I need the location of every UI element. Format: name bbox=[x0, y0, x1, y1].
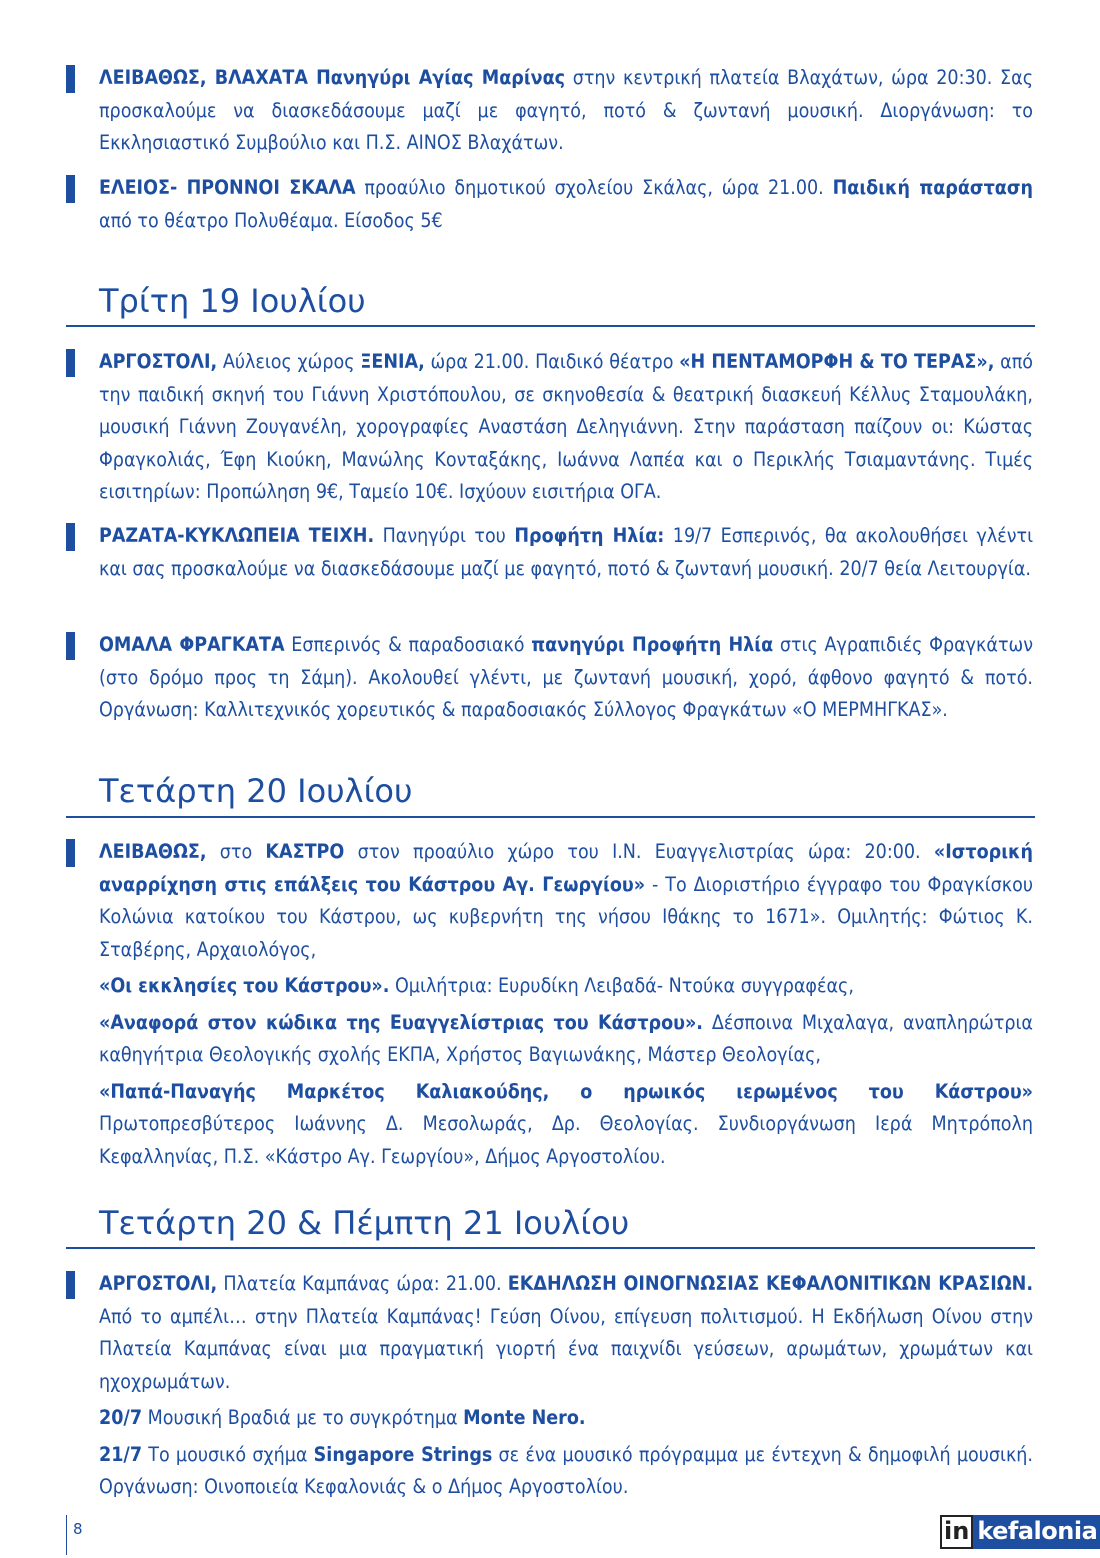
event-title: ΛΕΙΒΑΘΩΣ, bbox=[99, 840, 207, 863]
lecture-title: «Οι εκκλησίες του Κάστρου». bbox=[99, 974, 390, 997]
event-skala bbox=[99, 172, 1033, 241]
event-text: Πανηγύρι του bbox=[374, 524, 515, 547]
logo-in: in bbox=[940, 1515, 973, 1549]
event-title: ΟΜΑΛΑ ΦΡΑΓΚΑΤΑ bbox=[99, 633, 285, 656]
event-text: στον προαύλιο χώρο του Ι.Ν. Ευαγγελιστρίας ώρα: 20:00. bbox=[344, 840, 934, 863]
logo-brand: kefalonia bbox=[973, 1515, 1100, 1549]
section-divider bbox=[66, 1247, 1035, 1249]
event-text: σε ένα μουσικό πρόγραμμα με έντεχνη & δημοφιλή μουσική. Οργάνωση: Οινοποιεία Κεφαλονιάς & ο Δήμος Αργοστολίου. bbox=[99, 1442, 1033, 1498]
event-highlight: ΕΚΔΗΛΩΣΗ ΟΙΝΟΓΝΩΣΙΑΣ ΚΕΦΑΛΟΝΙΤΙΚΩΝ ΚΡΑΣΙΩΝ. bbox=[507, 1272, 1033, 1295]
event-text: 19/7 Εσπερινός, θα ακολουθήσει γλέντι και σας προσκαλούμε να διασκεδάσουμε μαζί με φαγητό, ποτό & ζωντανή μουσική. 20/7 θεία Λειτουργία. bbox=[99, 524, 1034, 580]
event-omala-fragata bbox=[99, 629, 1033, 731]
event-argostoli-xenia bbox=[99, 346, 1033, 513]
event-wine-festival bbox=[99, 1268, 1033, 1508]
event-highlight: «Ιστορική αναρρίχηση στις επάλξεις του Κάστρου Αγ. Γεωργίου» bbox=[99, 840, 1033, 896]
event-text: από το θέατρο Πολυθέαμα. Είσοδος 5€ bbox=[99, 208, 443, 232]
band-name: Monte Nero. bbox=[463, 1406, 586, 1429]
event-date: 21/7 bbox=[99, 1442, 143, 1466]
event-text: στις Αγραπιδιές Φραγκάτων (στο δρόμο προς τη Σάμη). Ακολουθεί γλέντι, με ζωντανή μουσική, χορό, άφθονο φαγητό & ποτό. Οργάνωση: Καλλιτεχνικός χορευτικός & παραδοσιακός Σύλλογος Φραγκάτων «Ο ΜΕΡΜΗΓΚΑΣ». bbox=[99, 633, 1034, 721]
event-title: ΡΑΖΑΤΑ-ΚΥΚΛΩΠΕΙΑ ΤΕΙΧΗ. bbox=[99, 524, 375, 547]
event-text: Δέσποινα Μιχαλαγα, αναπληρώτρια καθηγήτρια Θεολογικής σχολής ΕΚΠΑ, Χρήστος Βαγιωνάκης, Μάστερ Θεολογίας, bbox=[99, 1010, 1033, 1066]
event-text: Εσπερινός & παραδοσιακό bbox=[284, 633, 532, 656]
lecture-title: «Αναφορά στον κώδικα της Ευαγγελίστριας του Κάστρου». bbox=[99, 1010, 703, 1034]
event-text: Από το αμπέλι… στην Πλατεία Καμπάνας! Γεύση Οίνου, επίγευση πολιτισμού. Η Εκδήλωση Οίνου στην Πλατεία Καμπάνας είναι μια πραγματική γιορτή ένα παιχνίδι γεύσεων, αρωμάτων, χρωμάτων και ηχοχρωμάτων. bbox=[99, 1304, 1033, 1393]
event-vlachata bbox=[99, 62, 1033, 164]
event-title: ΑΡΓΟΣΤΟΛΙ, bbox=[99, 350, 218, 373]
event-title: ΛΕΙΒΑΘΩΣ, ΒΛΑΧΑΤΑ Πανηγύρι Αγίας Μαρίνας bbox=[99, 66, 566, 89]
section-divider bbox=[66, 325, 1035, 327]
event-text: ώρα 21.00. Παιδικό θέατρο bbox=[424, 350, 680, 373]
event-venue: ΚΑΣΤΡΟ bbox=[265, 840, 345, 863]
section-heading-wed-thu: Τετάρτη 20 & Πέμπτη 21 Ιουλίου bbox=[99, 1204, 630, 1242]
event-text: Ομιλήτρια: Ευρυδίκη Λειβαδά- Ντούκα συγγραφέας, bbox=[389, 974, 854, 997]
event-razata bbox=[99, 520, 1033, 589]
event-text: προαύλιο δημοτικού σχολείου Σκάλας, ώρα 21.00. bbox=[355, 176, 833, 199]
event-text: - Το Διοριστήριο έγγραφο του Φραγκίσκου Κολώνια κατοίκου του Κάστρου, ως κυβερνήτη της νήσου Ιθάκης το 1671». Ομιλητής: Φώτιος Κ. Σταβέρης, Αρχαιολόγος, bbox=[99, 872, 1033, 961]
event-text: Αύλειος χώρος bbox=[217, 350, 361, 373]
section-heading-wednesday: Τετάρτη 20 Ιουλίου bbox=[99, 772, 413, 810]
lecture-title: «Παπά-Παναγής Μαρκέτος Καλιακούδης, ο ηρωικός ιερωμένος του Κάστρου» bbox=[99, 1079, 1033, 1103]
section-divider bbox=[66, 816, 1035, 818]
event-text: Πλατεία Καμπάνας ώρα: 21.00. bbox=[217, 1272, 508, 1295]
section-heading-tuesday: Τρίτη 19 Ιουλίου bbox=[99, 282, 366, 320]
event-text: Το μουσικό σχήμα bbox=[142, 1442, 314, 1466]
event-title: ΑΡΓΟΣΤΟΛΙ, bbox=[99, 1272, 218, 1295]
event-text: στην κεντρική πλατεία Βλαχάτων, ώρα 20:30. Σας προσκαλούμε να διασκεδάσουμε μαζί με φαγητό, ποτό & ζωντανή μουσική. Διοργάνωση: το Εκκλησιαστικό Συμβούλιο και Π.Σ. ΑΙΝΟΣ Βλαχάτων. bbox=[99, 66, 1033, 154]
page-number: 8 bbox=[73, 1520, 83, 1538]
inkefalonia-logo bbox=[940, 1515, 1100, 1549]
event-title: ΕΛΕΙΟΣ- ΠΡΟΝΝΟΙ ΣΚΑΛΑ bbox=[99, 176, 356, 199]
event-highlight: Παιδική παράσταση bbox=[832, 176, 1033, 199]
event-kastro bbox=[99, 836, 1033, 1177]
event-highlight: Προφήτη Ηλία: bbox=[514, 524, 665, 547]
event-highlight: «Η ΠΕΝΤΑΜΟΡΦΗ & ΤΟ ΤΕΡΑΣ», bbox=[679, 350, 995, 373]
footer-divider bbox=[66, 1515, 67, 1555]
event-text: στο bbox=[206, 840, 266, 863]
event-venue: ΞΕΝΙΑ, bbox=[360, 350, 425, 373]
event-highlight: πανηγύρι Προφήτη Ηλία bbox=[531, 633, 774, 656]
event-text: από την παιδική σκηνή του Γιάννη Χριστόπουλου, σε σκηνοθεσία & θεατρική διασκευή Κέλλυς Σταμουλάκη, μουσική Γιάννη Ζουγανέλη, χορογραφίες Αναστάση Δεληγιάννη. Στην παράσταση παίζουν οι: Κώστας Φραγκολιάς, Έφη Κιούκη, Μανώλης Κονταξάκης, Ιωάννα Λαπέα και ο Περικλής Τσιαμαντάνης. Τιμές εισιτηρίων: Προπώληση 9€, Ταμείο 10€. Ισχύουν εισιτήρια ΟΓΑ. bbox=[99, 350, 1033, 503]
band-name: Singapore Strings bbox=[313, 1442, 493, 1466]
event-date: 20/7 bbox=[99, 1406, 143, 1429]
event-text: Μουσική Βραδιά με το συγκρότημα bbox=[142, 1406, 464, 1429]
event-text: Πρωτοπρεσβύτερος Ιωάννης Δ. Μεσολωράς, Δρ. Θεολογίας. Συνδιοργάνωση Ιερά Μητρόπολη Κεφαλληνίας, Π.Σ. «Κάστρο Αγ. Γεωργίου», Δήμος Αργοστολίου. bbox=[99, 1112, 1033, 1168]
